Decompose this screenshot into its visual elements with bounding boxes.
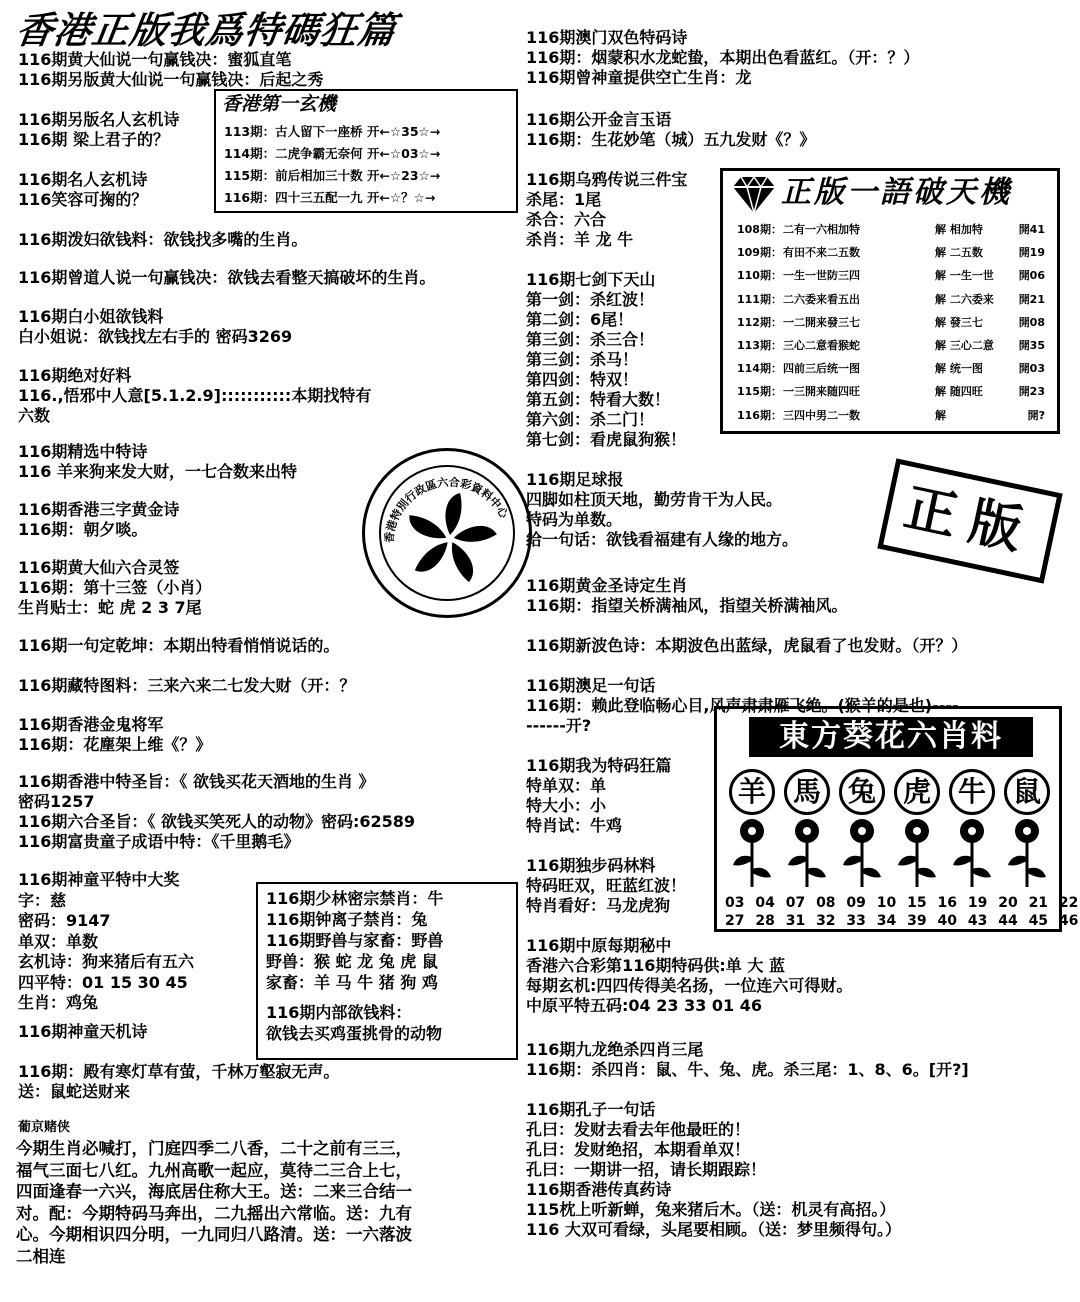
shaolin-line: 野兽：猴 蛇 龙 兔 虎 鼠	[266, 952, 438, 971]
page-title: 香港正版我爲特碼狂篇	[13, 9, 400, 52]
left.g16-line: 送：鼠蛇送财来	[18, 1082, 131, 1101]
left.g1-line: 116期另版名人玄机诗	[18, 110, 180, 129]
gem-cell: 開35	[1018, 339, 1045, 352]
sunflower-icon	[782, 817, 832, 889]
text-block-right.r10	[526, 856, 686, 916]
flower-title: 東方葵花六肖料	[749, 717, 1033, 757]
gem-row	[737, 293, 1045, 307]
shaolin-line: 欲钱去买鸡蛋挑骨的动物	[266, 1024, 443, 1043]
left.g17-line: 对。配：今期特码马奔出，二九摇出六常临。送：九有	[16, 1203, 412, 1223]
gem-row	[737, 362, 1045, 376]
text-block-left.g11	[18, 676, 355, 696]
sunflower-icon	[892, 817, 942, 889]
zodiac-circle: 兔	[839, 769, 885, 815]
gem-cell: 開23	[1018, 385, 1045, 399]
text-block-right.r8	[526, 676, 959, 736]
right.r4-line: 第六剑：杀二门！	[526, 410, 655, 429]
text-block-right.r13	[526, 1100, 766, 1180]
left.g10-line: 116期一句定乾坤：本期出特看悄悄说话的。	[18, 636, 340, 655]
gem-cell: 一生一世防三四	[783, 269, 860, 283]
gem-cell: 四前三后统一图	[783, 362, 860, 376]
right.r14-line: 116期香港传真药诗	[526, 1180, 672, 1199]
xuanji-row: 115期：前后相加三十数 开←☆23☆→	[224, 168, 441, 183]
left.g13-line: 116期富贵童子成语中特：《千里鹅毛》	[18, 832, 300, 851]
right.r2-line: 116期公开金言玉语	[526, 110, 672, 129]
sunflower-icon	[947, 817, 997, 889]
right.r12-line: 116期九龙绝杀四肖三尾	[526, 1040, 704, 1059]
left.g9-line: 116期：第十三签（小肖）	[18, 578, 212, 597]
gem-cell: 解 相加特	[935, 223, 983, 236]
sunflower-icon	[1002, 817, 1052, 889]
hk-emblem-stamp	[362, 448, 532, 618]
shaolin-lines	[266, 888, 443, 993]
zodiac-circle: 虎	[894, 769, 940, 815]
sunflower-icon	[837, 817, 887, 889]
shaolin-line: 116期少林密宗禁肖：牛	[266, 889, 444, 908]
shaolin-line: 116期钟离子禁肖：兔	[266, 910, 428, 929]
text-block-left.g9	[18, 558, 211, 618]
text-block-right.r14	[526, 1180, 901, 1240]
text-block-right.r2	[526, 110, 815, 150]
gem-cell: 108期：	[737, 223, 782, 236]
gem-cell: 解 二五数	[935, 246, 983, 260]
left.g14-line: 生肖：鸡兔	[18, 993, 99, 1012]
left.g14-line: 116期神童平特中大奖	[18, 870, 180, 889]
left.g14-line: 单双：单数	[18, 931, 99, 951]
right.r5-line: 给一句话：欲钱看福建有人缘的地方。	[526, 530, 799, 549]
text-block-right.r3	[526, 170, 687, 250]
xuanji-box	[214, 89, 518, 213]
left.g17-line: 二相连	[16, 1246, 66, 1266]
shaolin-line: 116期野兽与家畜：野兽	[266, 931, 444, 950]
left.g12-line: 116期香港金鬼将军	[18, 715, 164, 734]
right.r4-line: 第五剑：特看大数！	[526, 390, 671, 409]
numbers-row-2: 27 28 31 32 33 34 39 40 43 44 45 46	[725, 913, 1079, 929]
shaolin-lines-2	[266, 1002, 442, 1044]
right.r4-line: 第三剑：杀三合！	[526, 330, 655, 349]
right.r13-line: 116期孔子一句话	[526, 1100, 656, 1119]
text-block-left.g13	[18, 772, 415, 852]
xuanji-title: 香港第一玄機	[222, 93, 337, 115]
right.r4-line: 第七剑：看虎鼠狗猴！	[526, 430, 687, 449]
right.r4-line: 第二剑：6尾！	[526, 310, 634, 329]
gem-row	[737, 316, 1045, 330]
right.r8-line: ------开?	[526, 716, 592, 735]
zodiac-circle: 鼠	[1004, 769, 1050, 815]
gem-cell: 111期：	[737, 292, 782, 306]
text-block-left.g12	[18, 715, 211, 755]
left.g7-line: 116 羊来狗来发大财，一七合数来出特	[18, 462, 297, 481]
gem-cell: 三心二意看猴蛇	[783, 339, 860, 352]
gem-box	[720, 168, 1060, 434]
left.g14-line: 玄机诗：狗来猪后有五六	[18, 952, 195, 971]
right.r11-line: 香港六合彩第116期特码供:单 大 蓝	[526, 956, 785, 975]
left.g6-line: 116.,悟邪中人意[5.1.2.9]:::::::::::本期找特有	[18, 386, 372, 405]
left.g5-line: 白小姐说：欲钱找左右手的 密码3269	[18, 327, 293, 346]
flower-box	[714, 706, 1079, 932]
text-block-left.g15	[18, 1022, 147, 1042]
text-block-right.r7	[526, 636, 967, 656]
text-block-right.r6	[526, 576, 847, 616]
left.g17-line: 福气三面七八红。九州高歌一起应，莫待二三合上七，	[16, 1160, 412, 1180]
right.r13-line: 孔曰：发财去看去年他最旺的！	[526, 1120, 751, 1139]
right.r2-line: 116期：生花妙笔（城）五九发财《？》	[526, 130, 816, 149]
gem-cell: 112期：	[737, 315, 782, 329]
gem-cell: 開41	[1018, 223, 1045, 236]
text-block-left.g16	[18, 1062, 339, 1102]
xuanji-row: 116期：四十三五配一九 开←☆？☆→	[224, 190, 436, 205]
right.r12-line: 116期：杀四肖：鼠、牛、兔、虎。杀三尾：1、8、6。[开?]	[526, 1060, 969, 1079]
gem-cell: 解 二六委来	[935, 292, 994, 306]
text-block-left.g7	[18, 442, 297, 482]
right.r10-line: 特码旺双，旺蓝红波！	[526, 876, 687, 895]
right.r8-line: 116期：赖此登临畅心目,风声肃肃雁飞绝。(猴羊的是也)----	[526, 696, 959, 715]
bauhinia-icon	[365, 451, 535, 621]
gem-row	[737, 223, 1045, 237]
gem-cell: 有田不来二五数	[783, 246, 860, 260]
numbers-row-1: 03 04 07 08 09 10 15 16 19 20 21 22	[725, 895, 1079, 911]
right.r4-line: 第一剑：杀红波！	[526, 290, 655, 309]
left.g14-line: 密码：9147	[18, 911, 111, 930]
left.g15-line: 116期神童天机诗	[18, 1022, 148, 1041]
gem-cell: 開06	[1018, 269, 1045, 283]
right.r14-line: 116 大双可看绿，头尾要相顾。（送：梦里频得句。）	[526, 1220, 901, 1239]
right.r3-line: 杀合：六合	[526, 210, 607, 229]
gem-cell: 解 發三七	[935, 315, 983, 329]
left.g17-line: 今期生肖必喊打，门庭四季二八香，二十之前有三三，	[16, 1139, 412, 1158]
left.g9-line: 116期黄大仙六合灵签	[18, 558, 180, 577]
right.r4-line: 116期七剑下天山	[526, 270, 656, 289]
right.r8-line: 116期澳足一句话	[526, 676, 656, 695]
right.r5-line: 四脚如柱顶天地，勤劳肯干为人民。	[526, 490, 783, 509]
left.g6-line: 116期绝对好料	[18, 366, 132, 385]
left.g16-line: 116期：殿有寒灯草有萤，千林万壑寂无声。	[18, 1062, 340, 1081]
gem-cell: 三四中男二一数	[783, 408, 860, 422]
right.r3-line: 116期乌鸦传说三件宝	[526, 170, 688, 189]
gem-row	[737, 339, 1045, 353]
text-block-left.g4	[18, 268, 435, 288]
gem-cell: 一二開来發三七	[783, 315, 860, 329]
left.g12-line: 116期：花塵架上维《？》	[18, 735, 212, 754]
text-block-right.r12	[526, 1040, 969, 1080]
right.r9-line: 特肖试：牛鸡	[526, 816, 623, 835]
left.g17-line: 四面逢春一六兴，海底居住称大王。送：二来三合结一	[16, 1182, 412, 1201]
right.r4-line: 第三剑：杀马！	[526, 350, 639, 369]
gem-cell: 110期：	[737, 269, 782, 283]
gem-cell: 解	[935, 408, 946, 422]
shaolin-box	[256, 882, 518, 1060]
xuanji-row: 114期：二虎争霸无奈何 开←☆03☆→	[224, 146, 441, 161]
gem-cell: 109期：	[737, 246, 782, 260]
left.g17-line: 心。今期相识四分明，一九同归八路清。送：一六落波	[16, 1225, 412, 1244]
right.r9-line: 特大小：小	[526, 796, 607, 815]
gem-cell: 116期：	[737, 408, 782, 422]
right.r9-line: 特单双：单	[526, 776, 607, 795]
diamond-icon	[729, 175, 779, 215]
gem-cell: 二有一六相加特	[783, 223, 860, 236]
right.r13-line: 孔曰：一期讲一招，请长期跟踪！	[526, 1160, 767, 1179]
left.g6-line: 六数	[18, 406, 51, 425]
left.g8-line: 116期香港三字黄金诗	[18, 500, 180, 519]
left.g2-line: 116期名人玄机诗	[18, 170, 148, 189]
text-block-left.g1	[18, 110, 179, 150]
text-block-left.lines_top	[18, 50, 323, 90]
left.lines_top-line: 116期黄大仙说一句赢钱决：蜜狐直笔	[18, 50, 292, 69]
text-block-right.r1	[526, 28, 919, 88]
zodiac-circle: 牛	[949, 769, 995, 815]
text-block-left.g14	[18, 870, 194, 1014]
right.r4-line: 第四剑：特双！	[526, 370, 639, 389]
zhengban-stamp: 正版	[877, 458, 1062, 583]
right.r14-line: 115枕上听新蝉，兔来猪后木。（送：机灵有高招。）	[526, 1200, 896, 1219]
left.g14-line: 四平特：01 15 30 45	[18, 972, 188, 992]
text-block-left.g17	[16, 1138, 412, 1267]
left.g13-line: 116期香港中特圣旨：《 欲钱买花天酒地的生肖 》	[18, 772, 375, 791]
left.g4-line: 116期曾道人说一句赢钱决：欲钱去看整天搞破坏的生肖。	[18, 268, 436, 287]
left.g13-line: 密码1257	[18, 792, 95, 811]
gem-cell: 114期：	[737, 362, 782, 376]
text-block-left.g3	[18, 230, 307, 250]
text-block-left.g10	[18, 636, 339, 656]
gem-title: 正版一語破天機	[781, 175, 1012, 210]
xuanji-row: 113期：古人留下一座桥 开←☆35☆→	[224, 124, 441, 139]
right.r11-line: 中原平特五码:04 23 33 01 46	[526, 996, 763, 1015]
right.r1-line: 116期澳门双色特码诗	[526, 28, 688, 47]
gem-row	[737, 269, 1045, 283]
text-block-left.g8	[18, 500, 179, 540]
left.g8-line: 116期：朝夕啖。	[18, 520, 148, 539]
xuanji-rows	[224, 121, 440, 209]
left.g1-line: 116期 梁上君子的？	[18, 130, 169, 149]
left.g13-line: 116期六合圣旨：《 欲钱买笑死人的动物》密码:62589	[18, 812, 416, 831]
sunflower-icon	[727, 817, 777, 889]
right.r6-line: 116期：指望关桥满袖风，指望关桥满袖风。	[526, 596, 848, 615]
stamp-text: 香港特別行政區六合彩資料中心	[382, 475, 511, 544]
right.r1-line: 116期曾神童提供空亡生肖：龙	[526, 68, 752, 87]
right.r5-line: 特码为单数。	[526, 510, 623, 529]
right.r1-line: 116期：烟蒙积水龙蛇蛰，本期出色看蓝红。（开：？）	[526, 48, 920, 67]
gem-cell: 二六委来看五出	[783, 292, 860, 306]
right.r9-line: 116期我为特码狂篇	[526, 756, 672, 775]
gem-cell: 解 三心二意	[935, 339, 994, 352]
text-block-left.g2	[18, 170, 147, 210]
gem-cell: 解 随四旺	[935, 385, 983, 399]
left.g5-line: 116期白小姐欲钱料	[18, 307, 164, 326]
gem-cell: 113期：	[737, 339, 782, 352]
gem-cell: 一三開来随四旺	[783, 385, 860, 399]
text-block-right.r4	[526, 270, 686, 450]
shaolin-line: 116期内部欲钱料：	[266, 1003, 412, 1022]
right.r13-line: 孔曰：发财绝招，本期看单双！	[526, 1140, 751, 1159]
left.g2-line: 116笑容可掬的？	[18, 190, 148, 209]
gem-cell: 開03	[1018, 362, 1045, 376]
shaolin-line: 家畜：羊 马 牛 猪 狗 鸡	[266, 973, 438, 992]
right.r11-line: 每期玄机:四四传得美名扬，一位连六可得财。	[526, 976, 853, 995]
right.r10-line: 特肖看好：马龙虎狗	[526, 896, 671, 915]
left.lines_top-line: 116期另版黄大仙说一句赢钱决：后起之秀	[18, 70, 324, 89]
gem-cell: 115期：	[737, 385, 782, 399]
gem-cell: 開08	[1018, 315, 1045, 329]
gem-cell: 開21	[1018, 292, 1045, 306]
gem-cell: 解 统一图	[935, 362, 983, 376]
right.r5-line: 116期足球报	[526, 470, 624, 489]
gem-cell: 開19	[1018, 246, 1045, 260]
gamer-title: 葡京赌侠	[18, 1120, 71, 1135]
left.g7-line: 116期精选中特诗	[18, 442, 148, 461]
right.r11-line: 116期中原每期秘中	[526, 936, 672, 955]
right.r6-line: 116期黄金圣诗定生肖	[526, 576, 688, 595]
text-block-left.g6	[18, 366, 371, 426]
left.g9-line: 生肖贴士：蛇 虎 2 3 7尾	[18, 598, 202, 617]
text-block-right.r9	[526, 756, 671, 836]
right.r3-line: 杀肖：羊 龙 牛	[526, 230, 634, 249]
right.r7-line: 116期新波色诗：本期波色出蓝绿，虎鼠看了也发财。（开？）	[526, 636, 968, 655]
gem-cell: 開?	[1027, 408, 1045, 422]
text-block-right.r11	[526, 936, 852, 1016]
right.r3-line: 杀尾：1尾	[526, 190, 602, 209]
gem-cell: 解 一生一世	[935, 269, 994, 283]
gem-row	[737, 409, 1045, 423]
left.g11-line: 116期藏特图料：三来六来二七发大财（开：？	[18, 676, 356, 695]
text-block-left.g5	[18, 307, 292, 347]
left.g3-line: 116期泼妇欲钱料：欲钱找多嘴的生肖。	[18, 230, 308, 249]
gem-row	[737, 385, 1045, 399]
zodiac-circle: 羊	[729, 769, 775, 815]
zodiac-circle: 馬	[784, 769, 830, 815]
text-block-right.r5	[526, 470, 798, 550]
right.r10-line: 116期独步码林料	[526, 856, 656, 875]
left.g14-line: 字：慈	[18, 890, 67, 910]
gem-row	[737, 246, 1045, 260]
